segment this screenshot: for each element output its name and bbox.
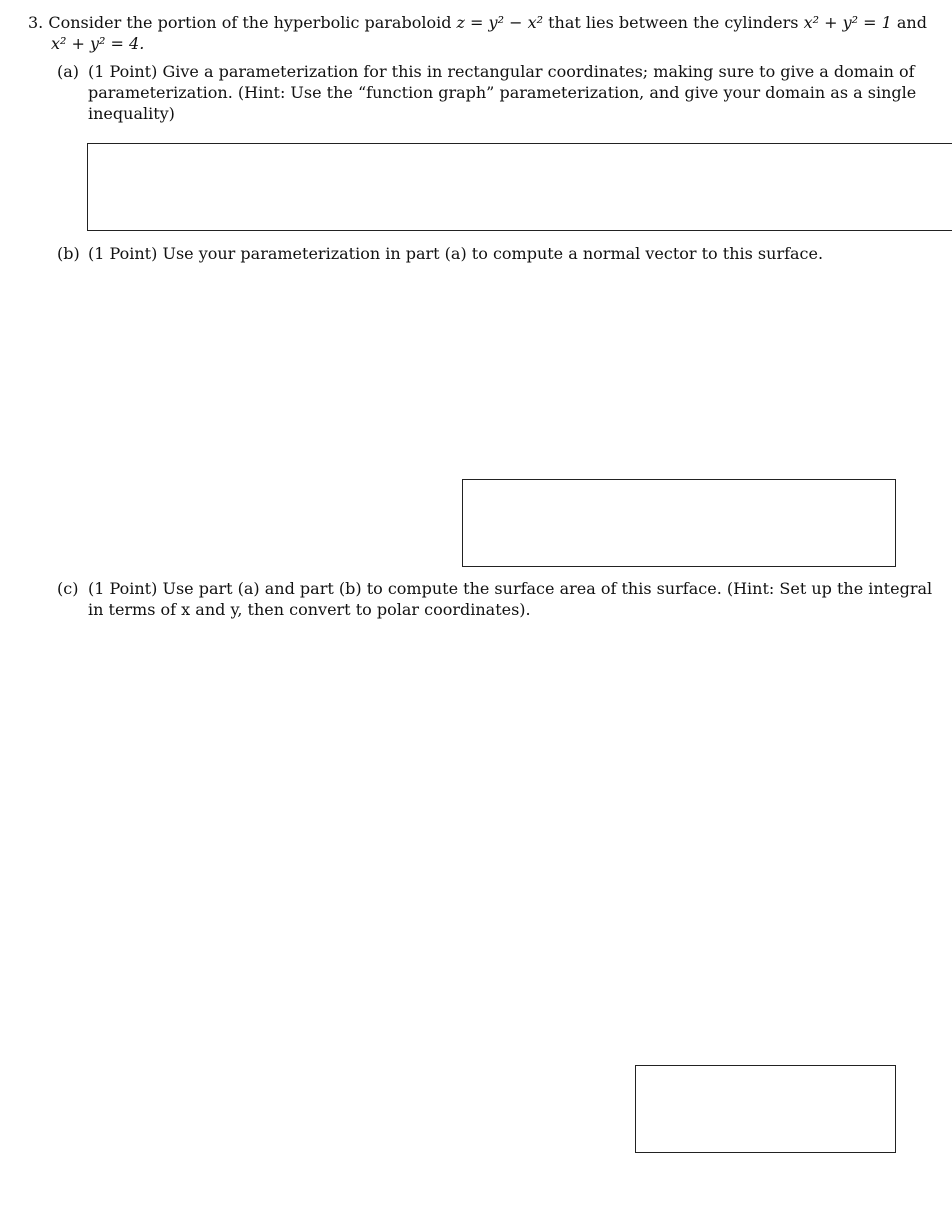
part-c-text-1: Use part (a) and part (b) to compute the surface area of this surface. (Hint: Set up the integral: [162, 579, 933, 598]
cylinder-2-equation: x² + y² = 4.: [51, 34, 145, 53]
part-b-text: Use your parameterization in part (a) to compute a normal vector to this surface.: [162, 244, 824, 263]
part-a-text-1: Give a parameterization for this in rectangular coordinates; making sure to give a domain of: [162, 62, 915, 81]
part-c-points: (1 Point): [88, 579, 158, 598]
part-c-label: (c): [57, 579, 79, 598]
part-c-line-2: in terms of x and y, then convert to polar coordinates).: [88, 600, 531, 619]
part-c-answer-box[interactable]: [635, 1065, 896, 1153]
surface-equation: z = y² − x²: [456, 13, 544, 32]
part-c-line-1: [88, 578, 933, 599]
problem-and: and: [896, 13, 927, 32]
problem-text-b: that lies between the cylinders: [548, 13, 799, 32]
part-a-points: (1 Point): [88, 62, 158, 81]
part-b-line-1: [88, 243, 823, 264]
problem-text-a: Consider the portion of the hyperbolic paraboloid: [48, 13, 452, 32]
part-a-line-2: parameterization. (Hint: Use the “function graph” parameterization, and give your domain as a single: [88, 83, 917, 102]
problem-statement-line-2: [51, 33, 144, 54]
part-b-points: (1 Point): [88, 244, 158, 263]
problem-number: 3.: [28, 13, 44, 32]
part-b-answer-box[interactable]: [462, 479, 896, 567]
part-b-label: (b): [57, 244, 80, 263]
part-a-line-3: inequality): [88, 104, 175, 123]
problem-statement-line-1: [28, 12, 927, 33]
part-a-label: (a): [57, 62, 80, 81]
cylinder-1-equation: x² + y² = 1: [803, 13, 892, 32]
part-a-answer-box[interactable]: [87, 143, 952, 231]
part-a-line-1: [88, 61, 915, 82]
